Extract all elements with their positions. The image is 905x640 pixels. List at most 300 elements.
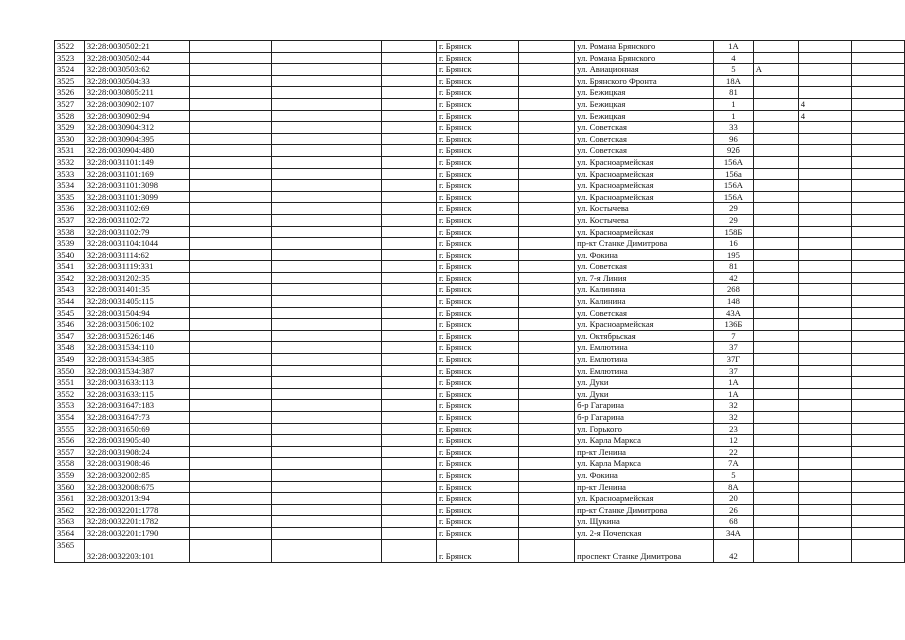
empty-cell bbox=[518, 226, 574, 238]
row-number: 3524 bbox=[55, 64, 85, 76]
street-cell: ул. Емлютина bbox=[575, 342, 714, 354]
table-row bbox=[55, 342, 905, 354]
cadastral-number: 32:28:0030504:33 bbox=[84, 75, 189, 87]
table-row bbox=[55, 226, 905, 238]
empty-cell bbox=[852, 319, 905, 331]
cadastral-number: 32:28:0031633:115 bbox=[84, 388, 189, 400]
table-row bbox=[55, 110, 905, 122]
empty-cell bbox=[852, 249, 905, 261]
empty-cell bbox=[518, 133, 574, 145]
empty-cell bbox=[271, 64, 382, 76]
empty-cell bbox=[518, 377, 574, 389]
empty-cell bbox=[518, 145, 574, 157]
building-cell bbox=[753, 41, 798, 53]
empty-cell bbox=[189, 388, 271, 400]
city-cell: г. Брянск bbox=[436, 539, 518, 562]
house-cell: 37 bbox=[714, 342, 754, 354]
city-cell: г. Брянск bbox=[436, 145, 518, 157]
building-cell bbox=[753, 400, 798, 412]
empty-cell bbox=[382, 319, 437, 331]
cadastral-number: 32:28:0030502:21 bbox=[84, 41, 189, 53]
city-cell: г. Брянск bbox=[436, 388, 518, 400]
street-cell: ул. Брянского Фронта bbox=[575, 75, 714, 87]
empty-cell bbox=[271, 330, 382, 342]
empty-cell bbox=[189, 539, 271, 562]
empty-cell bbox=[852, 412, 905, 424]
city-cell: г. Брянск bbox=[436, 238, 518, 250]
unit-cell bbox=[798, 469, 852, 481]
house-cell: 32 bbox=[714, 412, 754, 424]
table-row bbox=[55, 238, 905, 250]
empty-cell bbox=[852, 296, 905, 308]
street-cell: ул. Бежицкая bbox=[575, 87, 714, 99]
unit-cell bbox=[798, 539, 852, 562]
unit-cell bbox=[798, 145, 852, 157]
empty-cell bbox=[852, 180, 905, 192]
empty-cell bbox=[382, 180, 437, 192]
building-cell bbox=[753, 516, 798, 528]
city-cell: г. Брянск bbox=[436, 133, 518, 145]
house-cell: 1 bbox=[714, 98, 754, 110]
row-number: 3555 bbox=[55, 423, 85, 435]
street-cell: ул. Горького bbox=[575, 423, 714, 435]
street-cell: ул. Советская bbox=[575, 133, 714, 145]
table-row bbox=[55, 423, 905, 435]
empty-cell bbox=[189, 330, 271, 342]
row-number: 3544 bbox=[55, 296, 85, 308]
row-number: 3540 bbox=[55, 249, 85, 261]
table-row bbox=[55, 122, 905, 134]
empty-cell bbox=[852, 122, 905, 134]
unit-cell bbox=[798, 284, 852, 296]
table-row bbox=[55, 145, 905, 157]
table-row bbox=[55, 191, 905, 203]
empty-cell bbox=[518, 319, 574, 331]
unit-cell bbox=[798, 226, 852, 238]
row-number: 3535 bbox=[55, 191, 85, 203]
empty-cell bbox=[271, 504, 382, 516]
empty-cell bbox=[189, 145, 271, 157]
empty-cell bbox=[382, 516, 437, 528]
unit-cell bbox=[798, 481, 852, 493]
empty-cell bbox=[271, 435, 382, 447]
street-cell: ул. Советская bbox=[575, 122, 714, 134]
empty-cell bbox=[852, 238, 905, 250]
street-cell: ул. Костычева bbox=[575, 203, 714, 215]
empty-cell bbox=[518, 214, 574, 226]
street-cell: ул. Красноармейская bbox=[575, 493, 714, 505]
table-row bbox=[55, 539, 905, 562]
cadastral-number: 32:28:0031119:331 bbox=[84, 261, 189, 273]
city-cell: г. Брянск bbox=[436, 342, 518, 354]
building-cell bbox=[753, 284, 798, 296]
empty-cell bbox=[271, 168, 382, 180]
street-cell: ул. Красноармейская bbox=[575, 226, 714, 238]
cadastral-number: 32:28:0032013:94 bbox=[84, 493, 189, 505]
house-cell: 92б bbox=[714, 145, 754, 157]
empty-cell bbox=[518, 400, 574, 412]
empty-cell bbox=[518, 191, 574, 203]
empty-cell bbox=[271, 41, 382, 53]
cadastral-number: 32:28:0030904:480 bbox=[84, 145, 189, 157]
city-cell: г. Брянск bbox=[436, 249, 518, 261]
row-number: 3565 bbox=[55, 539, 85, 562]
empty-cell bbox=[518, 412, 574, 424]
unit-cell bbox=[798, 191, 852, 203]
empty-cell bbox=[189, 319, 271, 331]
building-cell bbox=[753, 52, 798, 64]
city-cell: г. Брянск bbox=[436, 52, 518, 64]
house-cell: 156А bbox=[714, 180, 754, 192]
empty-cell bbox=[382, 41, 437, 53]
unit-cell bbox=[798, 377, 852, 389]
house-cell: 156а bbox=[714, 168, 754, 180]
building-cell bbox=[753, 493, 798, 505]
street-cell: ул. Советская bbox=[575, 145, 714, 157]
table-row bbox=[55, 214, 905, 226]
row-number: 3523 bbox=[55, 52, 85, 64]
street-cell: пр-кт Ленина bbox=[575, 481, 714, 493]
unit-cell bbox=[798, 493, 852, 505]
row-number: 3543 bbox=[55, 284, 85, 296]
empty-cell bbox=[382, 272, 437, 284]
city-cell: г. Брянск bbox=[436, 110, 518, 122]
building-cell bbox=[753, 133, 798, 145]
building-cell bbox=[753, 203, 798, 215]
empty-cell bbox=[271, 458, 382, 470]
empty-cell bbox=[518, 41, 574, 53]
table-row bbox=[55, 446, 905, 458]
city-cell: г. Брянск bbox=[436, 458, 518, 470]
street-cell: пр-кт Ленина bbox=[575, 446, 714, 458]
empty-cell bbox=[852, 377, 905, 389]
table-row bbox=[55, 365, 905, 377]
house-cell: 68 bbox=[714, 516, 754, 528]
building-cell bbox=[753, 122, 798, 134]
house-cell: 22 bbox=[714, 446, 754, 458]
row-number: 3548 bbox=[55, 342, 85, 354]
row-number: 3553 bbox=[55, 400, 85, 412]
street-cell: ул. Щукина bbox=[575, 516, 714, 528]
city-cell: г. Брянск bbox=[436, 527, 518, 539]
table-row bbox=[55, 412, 905, 424]
cadastral-number: 32:28:0031647:73 bbox=[84, 412, 189, 424]
empty-cell bbox=[518, 87, 574, 99]
city-cell: г. Брянск bbox=[436, 64, 518, 76]
empty-cell bbox=[189, 261, 271, 273]
empty-cell bbox=[382, 226, 437, 238]
cadastral-number: 32:28:0031506:102 bbox=[84, 319, 189, 331]
empty-cell bbox=[271, 98, 382, 110]
table-row bbox=[55, 75, 905, 87]
empty-cell bbox=[382, 284, 437, 296]
house-cell: 81 bbox=[714, 261, 754, 273]
unit-cell bbox=[798, 365, 852, 377]
empty-cell bbox=[382, 469, 437, 481]
row-number: 3558 bbox=[55, 458, 85, 470]
building-cell bbox=[753, 180, 798, 192]
table-row bbox=[55, 296, 905, 308]
table-row bbox=[55, 52, 905, 64]
empty-cell bbox=[852, 446, 905, 458]
empty-cell bbox=[189, 64, 271, 76]
empty-cell bbox=[518, 446, 574, 458]
building-cell bbox=[753, 145, 798, 157]
table-row bbox=[55, 180, 905, 192]
city-cell: г. Брянск bbox=[436, 180, 518, 192]
building-cell bbox=[753, 98, 798, 110]
building-cell: А bbox=[753, 64, 798, 76]
empty-cell bbox=[189, 180, 271, 192]
empty-cell bbox=[271, 133, 382, 145]
table-row bbox=[55, 64, 905, 76]
row-number: 3562 bbox=[55, 504, 85, 516]
empty-cell bbox=[189, 469, 271, 481]
table-row bbox=[55, 516, 905, 528]
empty-cell bbox=[271, 52, 382, 64]
row-number: 3554 bbox=[55, 412, 85, 424]
empty-cell bbox=[382, 261, 437, 273]
empty-cell bbox=[271, 307, 382, 319]
empty-cell bbox=[852, 504, 905, 516]
empty-cell bbox=[518, 435, 574, 447]
house-cell: 96 bbox=[714, 133, 754, 145]
empty-cell bbox=[189, 272, 271, 284]
empty-cell bbox=[271, 296, 382, 308]
cadastral-number: 32:28:0032201:1790 bbox=[84, 527, 189, 539]
cadastral-number: 32:28:0031101:149 bbox=[84, 156, 189, 168]
table-row bbox=[55, 272, 905, 284]
empty-cell bbox=[271, 516, 382, 528]
house-cell: 156А bbox=[714, 156, 754, 168]
empty-cell bbox=[271, 527, 382, 539]
row-number: 3559 bbox=[55, 469, 85, 481]
empty-cell bbox=[271, 400, 382, 412]
city-cell: г. Брянск bbox=[436, 156, 518, 168]
city-cell: г. Брянск bbox=[436, 423, 518, 435]
house-cell: 5 bbox=[714, 64, 754, 76]
empty-cell bbox=[518, 98, 574, 110]
empty-cell bbox=[271, 342, 382, 354]
empty-cell bbox=[852, 41, 905, 53]
empty-cell bbox=[382, 238, 437, 250]
empty-cell bbox=[852, 75, 905, 87]
building-cell bbox=[753, 527, 798, 539]
empty-cell bbox=[271, 75, 382, 87]
street-cell: пр-кт Станке Димитрова bbox=[575, 238, 714, 250]
empty-cell bbox=[382, 493, 437, 505]
empty-cell bbox=[271, 226, 382, 238]
table-row bbox=[55, 400, 905, 412]
empty-cell bbox=[189, 238, 271, 250]
city-cell: г. Брянск bbox=[436, 87, 518, 99]
city-cell: г. Брянск bbox=[436, 307, 518, 319]
cadastral-number: 32:28:0031534:387 bbox=[84, 365, 189, 377]
empty-cell bbox=[189, 458, 271, 470]
table-row bbox=[55, 203, 905, 215]
empty-cell bbox=[518, 354, 574, 366]
row-number: 3564 bbox=[55, 527, 85, 539]
empty-cell bbox=[189, 296, 271, 308]
empty-cell bbox=[271, 423, 382, 435]
empty-cell bbox=[518, 458, 574, 470]
building-cell bbox=[753, 110, 798, 122]
empty-cell bbox=[189, 423, 271, 435]
empty-cell bbox=[189, 365, 271, 377]
building-cell bbox=[753, 191, 798, 203]
empty-cell bbox=[271, 87, 382, 99]
empty-cell bbox=[271, 319, 382, 331]
table-row bbox=[55, 87, 905, 99]
table-row bbox=[55, 98, 905, 110]
empty-cell bbox=[271, 481, 382, 493]
empty-cell bbox=[852, 52, 905, 64]
building-cell bbox=[753, 423, 798, 435]
empty-cell bbox=[271, 156, 382, 168]
unit-cell bbox=[798, 75, 852, 87]
empty-cell bbox=[382, 412, 437, 424]
city-cell: г. Брянск bbox=[436, 481, 518, 493]
cadastral-number: 32:28:0031102:79 bbox=[84, 226, 189, 238]
table-row bbox=[55, 435, 905, 447]
city-cell: г. Брянск bbox=[436, 296, 518, 308]
empty-cell bbox=[852, 539, 905, 562]
table-row bbox=[55, 307, 905, 319]
empty-cell bbox=[518, 284, 574, 296]
building-cell bbox=[753, 469, 798, 481]
unit-cell bbox=[798, 330, 852, 342]
table-row bbox=[55, 469, 905, 481]
empty-cell bbox=[382, 423, 437, 435]
cadastral-number: 32:28:0032201:1782 bbox=[84, 516, 189, 528]
row-number: 3561 bbox=[55, 493, 85, 505]
building-cell bbox=[753, 319, 798, 331]
street-cell: ул. Авиационная bbox=[575, 64, 714, 76]
house-cell: 268 bbox=[714, 284, 754, 296]
house-cell: 26 bbox=[714, 504, 754, 516]
empty-cell bbox=[189, 249, 271, 261]
cadastral-number: 32:28:0031102:69 bbox=[84, 203, 189, 215]
house-cell: 7А bbox=[714, 458, 754, 470]
empty-cell bbox=[271, 203, 382, 215]
empty-cell bbox=[382, 527, 437, 539]
building-cell bbox=[753, 365, 798, 377]
city-cell: г. Брянск bbox=[436, 191, 518, 203]
empty-cell bbox=[271, 180, 382, 192]
street-cell: ул. Фокина bbox=[575, 249, 714, 261]
unit-cell bbox=[798, 133, 852, 145]
row-number: 3547 bbox=[55, 330, 85, 342]
empty-cell bbox=[852, 272, 905, 284]
unit-cell bbox=[798, 354, 852, 366]
empty-cell bbox=[852, 261, 905, 273]
building-cell bbox=[753, 377, 798, 389]
cadastral-number: 32:28:0032201:1778 bbox=[84, 504, 189, 516]
table-row bbox=[55, 249, 905, 261]
unit-cell bbox=[798, 527, 852, 539]
cadastral-number: 32:28:0031102:72 bbox=[84, 214, 189, 226]
cadastral-number: 32:28:0031534:110 bbox=[84, 342, 189, 354]
empty-cell bbox=[852, 64, 905, 76]
cadastral-number: 32:28:0032203:101 bbox=[84, 539, 189, 562]
table-row bbox=[55, 41, 905, 53]
empty-cell bbox=[271, 469, 382, 481]
city-cell: г. Брянск bbox=[436, 41, 518, 53]
empty-cell bbox=[852, 423, 905, 435]
table-row bbox=[55, 354, 905, 366]
empty-cell bbox=[382, 330, 437, 342]
row-number: 3533 bbox=[55, 168, 85, 180]
empty-cell bbox=[382, 296, 437, 308]
building-cell bbox=[753, 342, 798, 354]
street-cell: ул. Октябрьская bbox=[575, 330, 714, 342]
empty-cell bbox=[271, 145, 382, 157]
building-cell bbox=[753, 446, 798, 458]
empty-cell bbox=[852, 191, 905, 203]
street-cell: ул. Бежицкая bbox=[575, 110, 714, 122]
empty-cell bbox=[382, 458, 437, 470]
house-cell: 37Г bbox=[714, 354, 754, 366]
building-cell bbox=[753, 238, 798, 250]
empty-cell bbox=[271, 539, 382, 562]
empty-cell bbox=[189, 122, 271, 134]
cadastral-number: 32:28:0031101:3099 bbox=[84, 191, 189, 203]
empty-cell bbox=[852, 469, 905, 481]
street-cell: ул. Советская bbox=[575, 261, 714, 273]
city-cell: г. Брянск bbox=[436, 203, 518, 215]
cadastral-number: 32:28:0031401:35 bbox=[84, 284, 189, 296]
empty-cell bbox=[382, 342, 437, 354]
empty-cell bbox=[852, 330, 905, 342]
city-cell: г. Брянск bbox=[436, 365, 518, 377]
street-cell: ул. 2-я Почепская bbox=[575, 527, 714, 539]
city-cell: г. Брянск bbox=[436, 261, 518, 273]
cadastral-number: 32:28:0031101:3098 bbox=[84, 180, 189, 192]
row-number: 3528 bbox=[55, 110, 85, 122]
building-cell bbox=[753, 87, 798, 99]
street-cell: ул. Красноармейская bbox=[575, 319, 714, 331]
row-number: 3546 bbox=[55, 319, 85, 331]
empty-cell bbox=[852, 400, 905, 412]
row-number: 3534 bbox=[55, 180, 85, 192]
row-number: 3549 bbox=[55, 354, 85, 366]
empty-cell bbox=[189, 87, 271, 99]
empty-cell bbox=[189, 191, 271, 203]
empty-cell bbox=[189, 168, 271, 180]
cadastral-number: 32:28:0031114:62 bbox=[84, 249, 189, 261]
unit-cell bbox=[798, 87, 852, 99]
house-cell: 18А bbox=[714, 75, 754, 87]
empty-cell bbox=[518, 272, 574, 284]
empty-cell bbox=[382, 122, 437, 134]
unit-cell bbox=[798, 423, 852, 435]
row-number: 3541 bbox=[55, 261, 85, 273]
empty-cell bbox=[271, 354, 382, 366]
empty-cell bbox=[852, 145, 905, 157]
street-cell: ул. Красноармейская bbox=[575, 180, 714, 192]
empty-cell bbox=[271, 365, 382, 377]
empty-cell bbox=[382, 481, 437, 493]
row-number: 3563 bbox=[55, 516, 85, 528]
unit-cell bbox=[798, 504, 852, 516]
empty-cell bbox=[189, 412, 271, 424]
empty-cell bbox=[271, 238, 382, 250]
empty-cell bbox=[852, 307, 905, 319]
street-cell: ул. Карла Маркса bbox=[575, 458, 714, 470]
empty-cell bbox=[382, 98, 437, 110]
unit-cell bbox=[798, 458, 852, 470]
empty-cell bbox=[189, 354, 271, 366]
